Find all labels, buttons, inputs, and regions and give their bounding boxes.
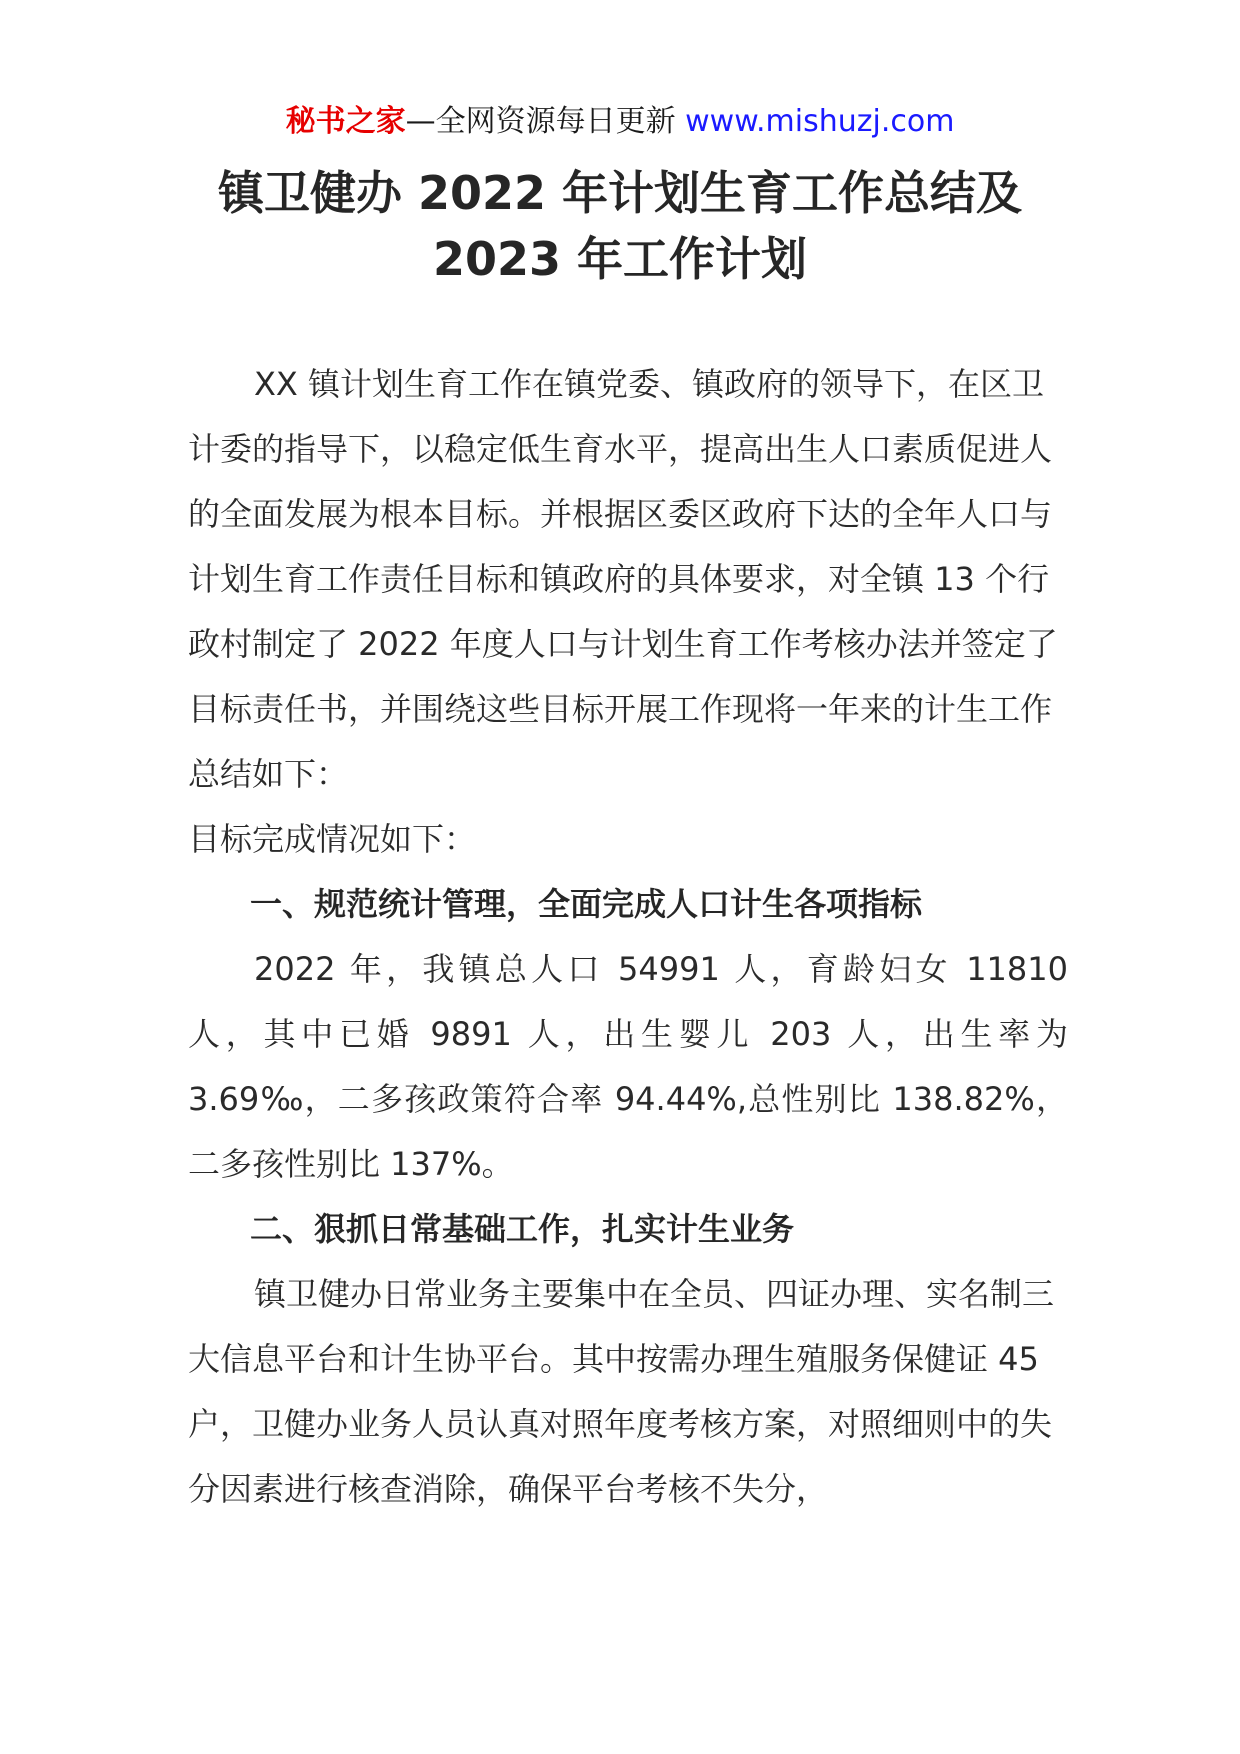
site-slogan: —全网资源每日更新 xyxy=(405,104,686,139)
site-header xyxy=(0,100,1240,144)
title-line-1: 镇卫健办 2022 年计划生育工作总结及 xyxy=(217,166,1023,220)
document-body xyxy=(188,352,1068,1522)
intro-paragraph: XX 镇计划生育工作在镇党委、镇政府的领导下，在区卫计委的指导下，以稳定低生育水平，提高出生人口素质促进人的全面发展为根本目标。并根据区委区政府下达的全年人口与计划生育工作责任目标和镇政府的具体要求，对全镇 13 个行政村制定了 2022 年度人口与计划生育工作考核办法并签定了目标责任书，并围绕这些目标开展工作现将一年来的计生工作总结如下： xyxy=(188,365,1058,793)
section-2-heading: 二、狠抓日常基础工作，扎实计生业务 xyxy=(250,1210,795,1248)
site-url-link[interactable]: www.mishuzj.com xyxy=(685,104,955,139)
section-1-paragraph: 2022 年，我镇总人口 54991 人，育龄妇女 11810 人，其中已婚 9891 人，出生婴儿 203 人，出生率为 3.69‰，二多孩政策符合率 94.44%,总性别比 138.82%，二多孩性别比 137%。 xyxy=(188,950,1068,1183)
title-line-2: 2023 年工作计划 xyxy=(432,232,808,286)
section-1-heading: 一、规范统计管理，全面完成人口计生各项指标 xyxy=(250,885,923,923)
targets-intro: 目标完成情况如下： xyxy=(188,820,477,858)
section-2-paragraph: 镇卫健办日常业务主要集中在全员、四证办理、实名制三大信息平台和计生协平台。其中按需办理生殖服务保健证 45 户，卫健办业务人员认真对照年度考核方案，对照细则中的失分因素进行核查消除，确保平台考核不失分， xyxy=(188,1275,1055,1508)
site-brand: 秘书之家 xyxy=(285,104,406,139)
document-title xyxy=(0,160,1240,292)
